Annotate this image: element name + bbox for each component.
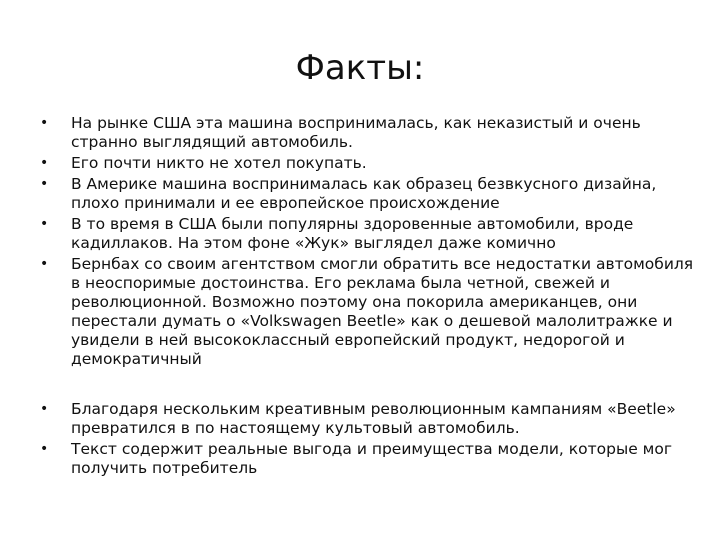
- bullet-dot-icon: •: [40, 441, 49, 457]
- bullet-item: [40, 440, 700, 478]
- bullet-dot-icon: •: [40, 176, 49, 192]
- bullet-text: Его почти никто не хотел покупать.: [71, 154, 367, 172]
- bullet-list: [40, 114, 700, 480]
- bullet-text: Бернбах со своим агентством смогли обратить все недостатки автомобиля в неоспоримые достоинства. Его реклама была четной, свежей и революционной. Возможно поэтому она покорила американцев, они перестали думать о «Volkswagen Beetle» как о дешевой малолитражке и увидели в ней высококлассный европейский продукт, недорогой и демократичный: [71, 255, 694, 368]
- bullet-dot-icon: •: [40, 401, 49, 417]
- bullet-item: [40, 400, 700, 438]
- bullet-item: [40, 175, 700, 213]
- bullet-dot-icon: •: [40, 115, 49, 131]
- bullet-item: [40, 154, 700, 173]
- bullet-text: В то время в США были популярны здоровенные автомобили, вроде кадиллаков. На этом фоне «Жук» выглядел даже комично: [71, 215, 634, 252]
- bullet-item: [40, 114, 700, 152]
- bullet-item: [40, 215, 700, 253]
- bullet-text: Текст содержит реальные выгода и преимущества модели, которые мог получить потребитель: [71, 440, 673, 477]
- bullet-dot-icon: •: [40, 256, 49, 272]
- bullet-text: В Америке машина воспринималась как образец безвкусного дизайна, плохо принимали и ее европейское происхождение: [71, 175, 657, 212]
- bullet-text: На рынке США эта машина воспринималась, как неказистый и очень странно выглядящий автомобиль.: [71, 114, 641, 151]
- slide-title: Факты:: [295, 48, 425, 88]
- bullet-dot-icon: •: [40, 155, 49, 171]
- bullet-dot-icon: •: [40, 216, 49, 232]
- bullet-item: [40, 255, 700, 369]
- bullet-text: Благодаря нескольким креативным революционным кампаниям «Beetle» превратился в по настоящему культовый автомобиль.: [71, 400, 676, 437]
